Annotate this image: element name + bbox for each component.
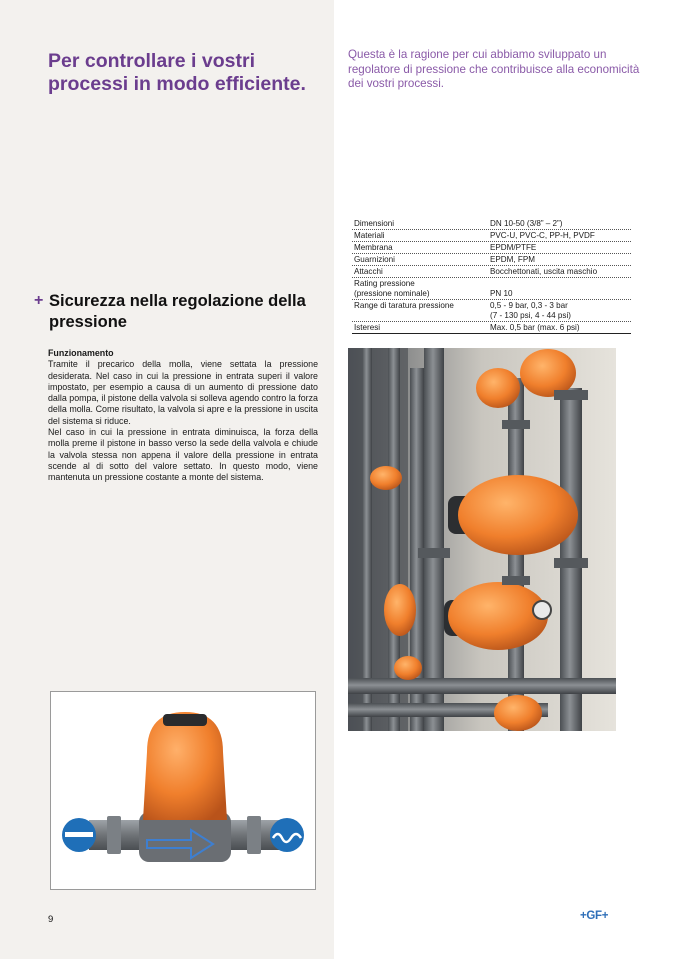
body-paragraph-2: Nel caso in cui la pressione in entrata diminuisca, la forza della molla preme il pistone in basso verso la sede della valvola e chiude la valvola stessa non appena il valore della pressione in entrata scende al di sotto del valore settato. In questo modo, viene mantenuta un pressione costante a monte del sistema. (48, 427, 318, 483)
body-text (48, 348, 318, 484)
spec-label: Guarnizioni (354, 255, 395, 264)
spec-value: DN 10-50 (3/8” – 2”) (490, 219, 563, 228)
page-number: 9 (48, 914, 54, 925)
installation-photo-illustration (348, 348, 616, 731)
body-paragraph-1: Tramite il precarico della molla, viene settata la pressione desiderata. Nel caso in cui la pressione in entrata superi il valore impostato, per esempio a causa di un aumento di pressione dato dalla pompa, il pistone della valvola si solleva agendo contro la forza della molla. Come risultato, la valvola si apre e la pressione in uscita del sistema si riduce. (48, 359, 318, 426)
product-image (50, 691, 316, 890)
spec-row (352, 218, 631, 230)
spec-row (352, 266, 631, 278)
section-title-text: Sicurezza nella regolazione della pressione (49, 292, 306, 331)
spec-label: Attacchi (354, 267, 383, 276)
spec-label: Rating pressione (pressione nominale) (354, 279, 430, 298)
spec-row (352, 300, 631, 322)
spec-value: EPDM, FPM (490, 255, 535, 264)
spec-value: 0,5 - 9 bar, 0,3 - 3 bar (7 - 130 psi, 4 - 44 psi) (490, 301, 571, 320)
gf-logo: +GF+ (580, 910, 609, 922)
spec-value: PVC-U, PVC-C, PP-H, PVDF (490, 231, 595, 240)
spec-table (352, 218, 631, 334)
body-subhead: Funzionamento (48, 348, 114, 358)
installation-photo (348, 348, 616, 731)
spec-row (352, 278, 631, 300)
pressure-regulator-illustration (51, 692, 315, 889)
spec-row (352, 322, 631, 334)
spec-value: Bocchettonati, uscita maschio (490, 267, 598, 276)
spec-value: PN 10 (490, 289, 513, 298)
spec-label: Membrana (354, 243, 393, 252)
spec-value: EPDM/PTFE (490, 243, 537, 252)
spec-label: Range di taratura pressione (354, 301, 454, 310)
spec-row (352, 242, 631, 254)
section-title (36, 291, 316, 333)
page-headline: Per controllare i vostri processi in modo efficiente. (48, 50, 306, 95)
intro-text: Questa è la ragione per cui abbiamo sviluppato un regolatore di pressione che contribuisce alla economicità dei vostri processi. (348, 48, 640, 91)
spec-label: Dimensioni (354, 219, 395, 228)
plus-icon: + (34, 292, 44, 309)
spec-label: Isteresi (354, 323, 381, 332)
spec-row (352, 230, 631, 242)
spec-value: Max. 0,5 bar (max. 6 psi) (490, 323, 580, 332)
spec-row (352, 254, 631, 266)
spec-label: Materiali (354, 231, 385, 240)
